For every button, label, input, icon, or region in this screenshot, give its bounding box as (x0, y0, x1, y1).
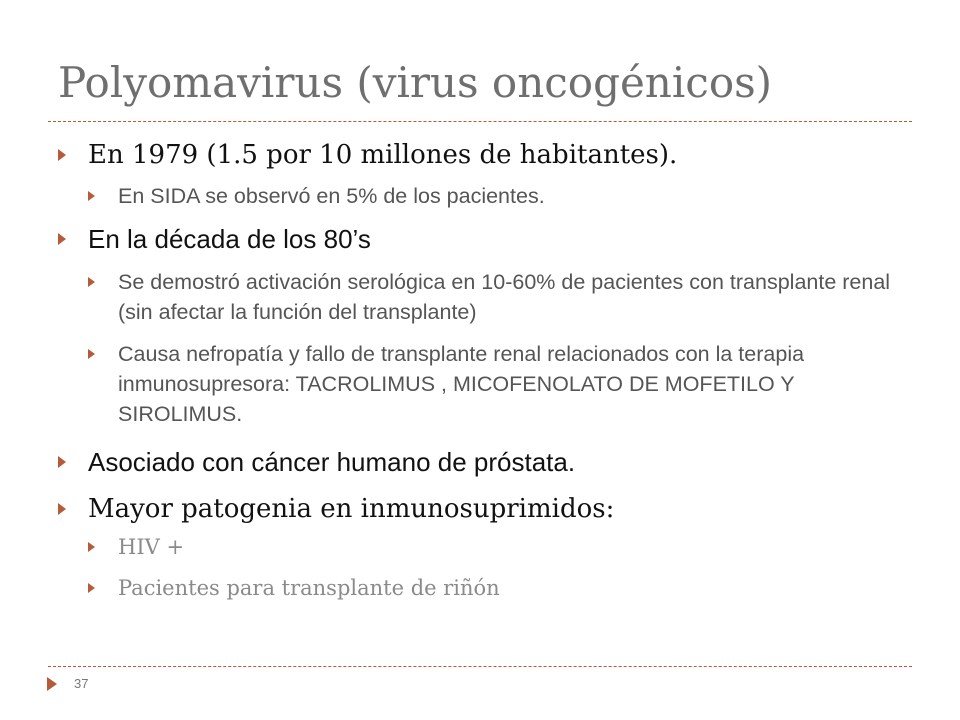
bullet-text: Causa nefropatía y fallo de transplante renal relacionados con la terapia inmunosupresora: TACROLIMUS , MICOFENOLATO DE MOFETILO Y SIROLIMUS. (118, 342, 805, 426)
sub-bullet-item (58, 339, 918, 429)
bullet-text: Asociado con cáncer humano de próstata. (88, 447, 576, 477)
bullet-item (58, 138, 918, 172)
bullet-item (58, 445, 918, 479)
footer-divider (48, 666, 912, 667)
title-divider (48, 121, 912, 122)
bullet-text: En SIDA se observó en 5% de los pacientes. (118, 184, 545, 208)
triangle-bullet-icon (88, 277, 95, 287)
bullet-text: Se demostró activación serológica en 10-60% de pacientes con transplante renal (sin afectar la función del transplante) (118, 270, 891, 324)
triangle-bullet-icon (58, 149, 66, 161)
triangle-bullet-icon (88, 191, 95, 201)
slide-number: 37 (74, 676, 89, 691)
triangle-bullet-icon (88, 583, 95, 593)
sub-bullet-item (58, 532, 918, 562)
bullet-text: Mayor patogenia en inmunosuprimidos: (88, 494, 615, 524)
bullet-text: HIV + (118, 535, 185, 559)
triangle-bullet-icon (58, 503, 66, 515)
slide-content (58, 138, 918, 603)
triangle-bullet-icon (88, 542, 95, 552)
bullet-item (58, 222, 918, 256)
sub-bullet-item (58, 573, 918, 603)
slide-title: Polyomavirus (virus oncogénicos) (58, 58, 773, 107)
sub-bullet-item (58, 267, 918, 327)
triangle-bullet-icon (58, 456, 66, 468)
bullet-text: En la década de los 80’s (88, 224, 371, 254)
triangle-bullet-icon (58, 233, 66, 245)
footer-triangle-icon (47, 677, 57, 691)
bullet-item (58, 492, 918, 526)
bullet-text: Pacientes para transplante de riñón (118, 576, 500, 600)
bullet-text: En 1979 (1.5 por 10 millones de habitantes). (88, 140, 678, 170)
sub-bullet-item (58, 181, 918, 211)
triangle-bullet-icon (88, 349, 95, 359)
